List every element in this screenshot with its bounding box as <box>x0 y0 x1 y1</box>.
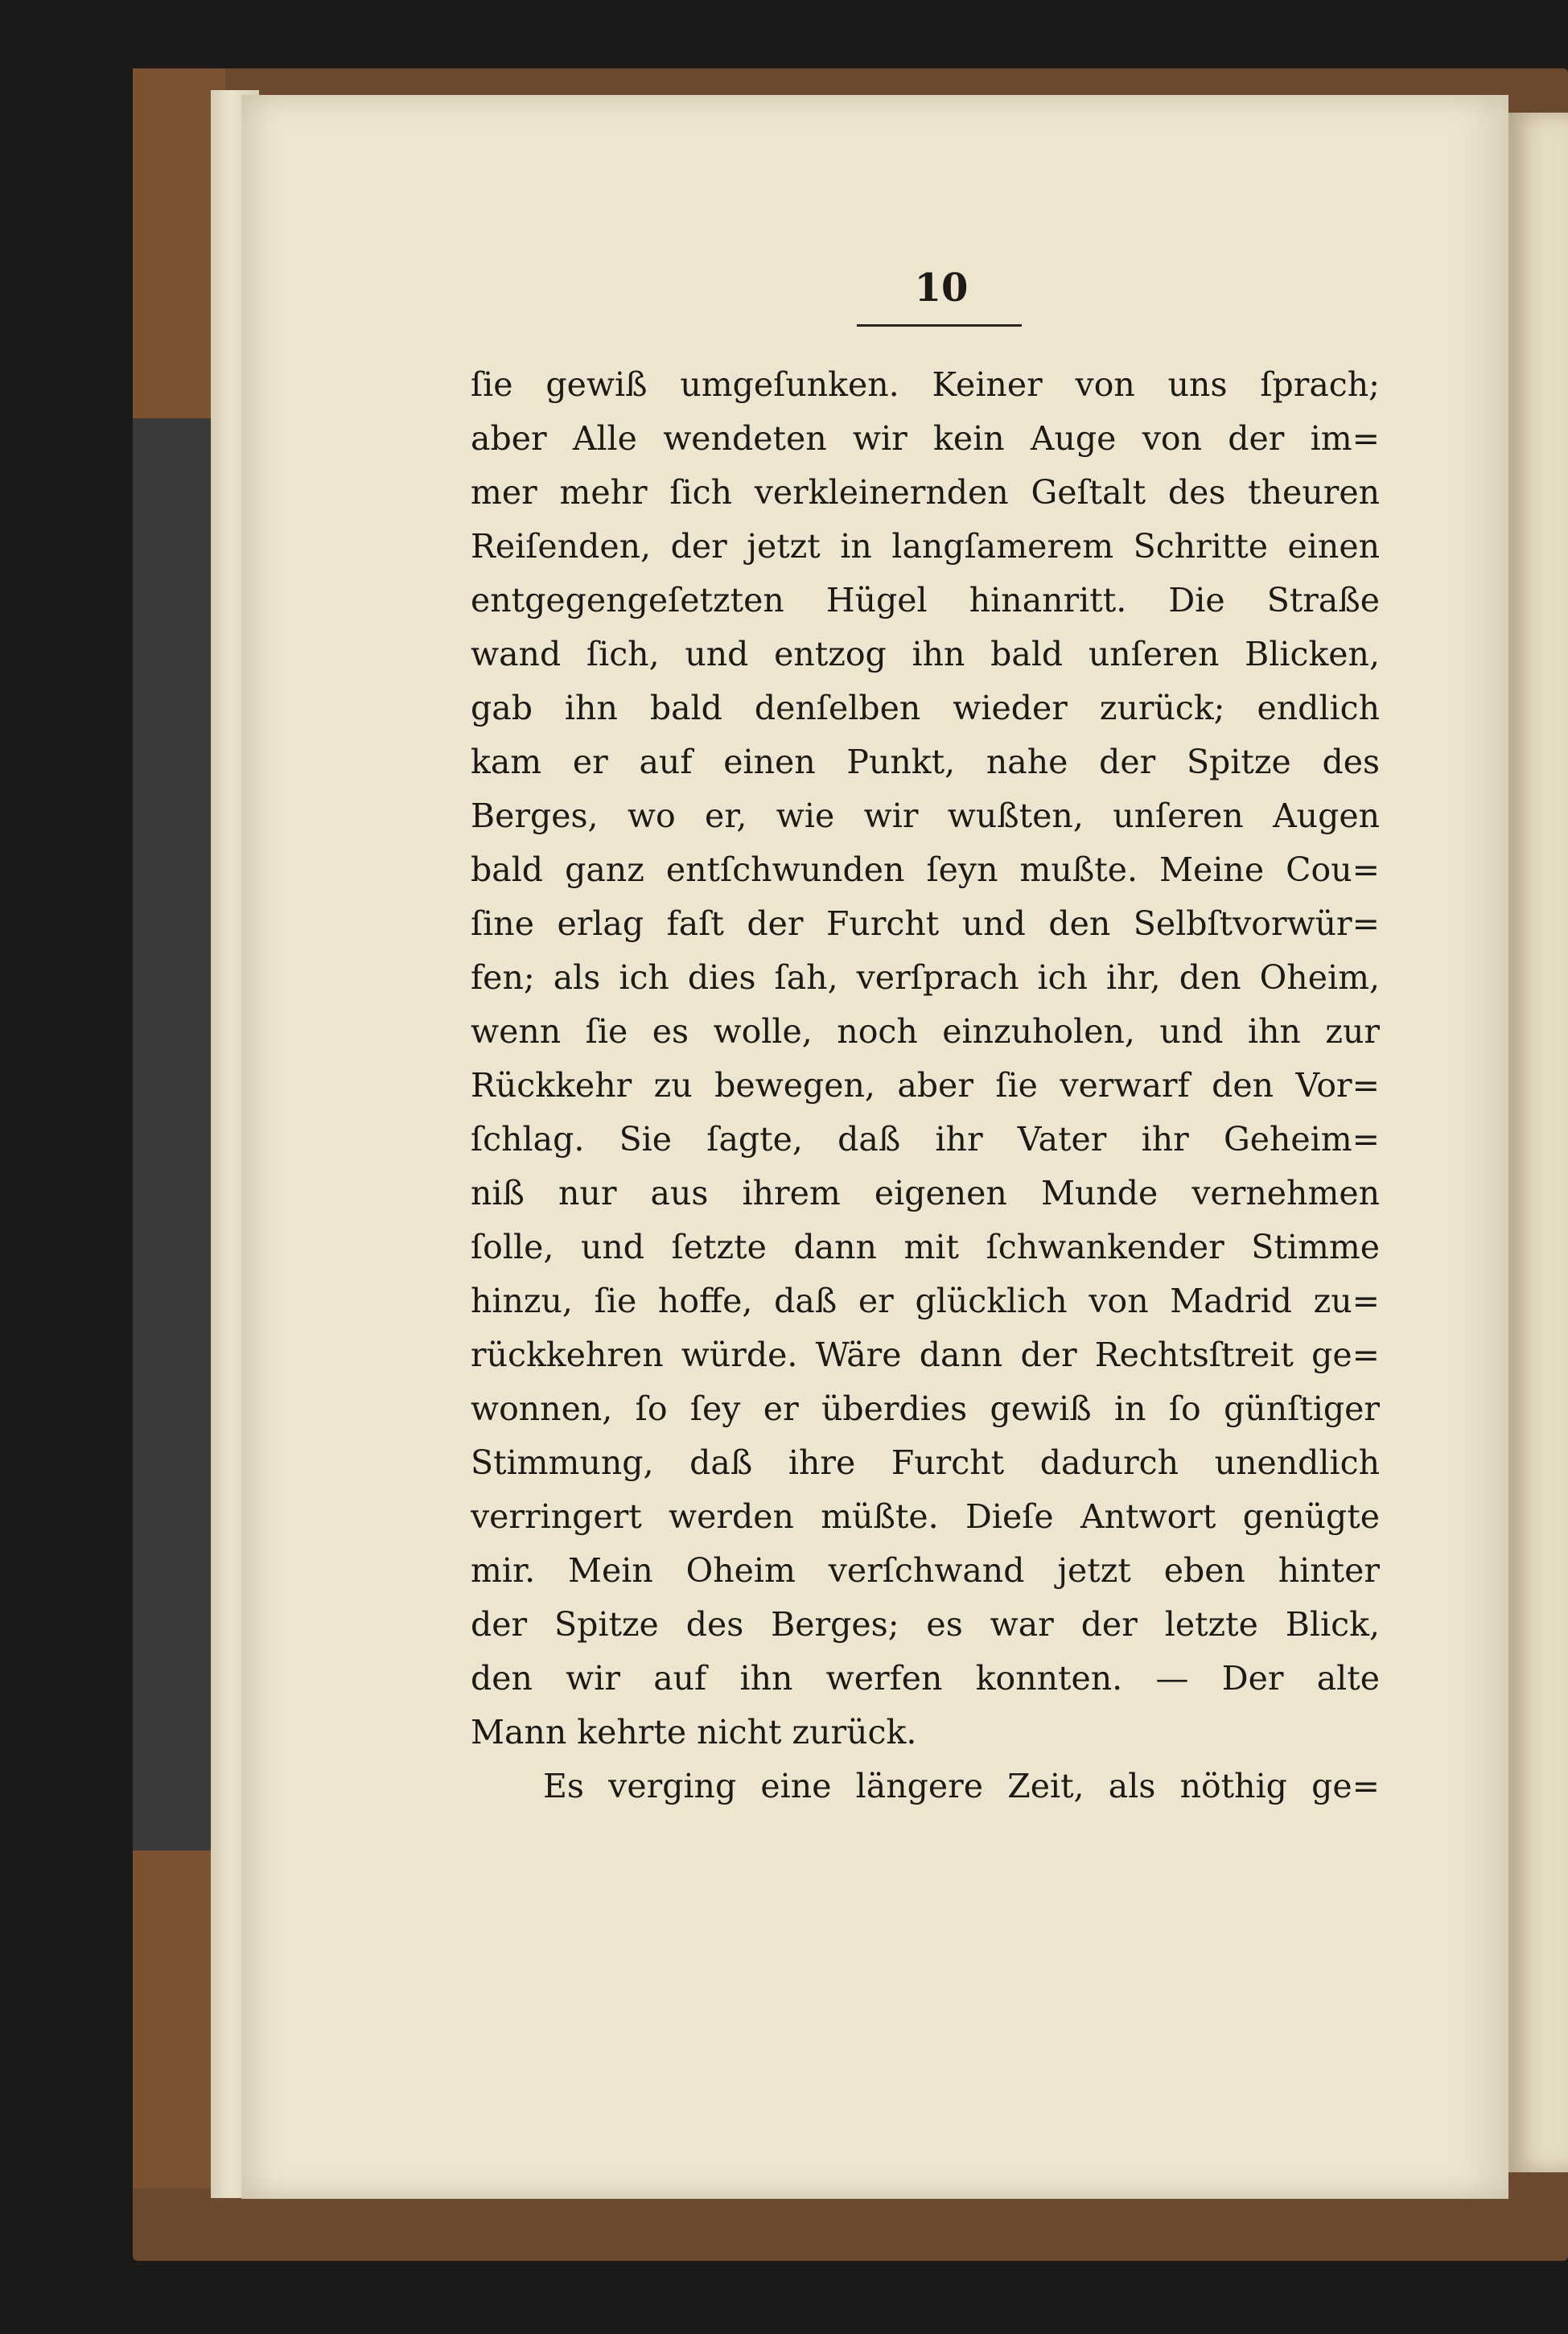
text-line: wonnen, ſo ſey er überdies gewiß in ſo günſtiger <box>471 1389 1380 1428</box>
page-number: 10 <box>914 266 969 311</box>
text-line: bald ganz entſchwunden ſeyn mußte. Meine Cou= <box>471 850 1380 889</box>
body-text <box>471 358 1380 1813</box>
text-line: kam er auf einen Punkt, nahe der Spitze des <box>471 743 1380 781</box>
text-line: fen; als ich dies ſah, verſprach ich ihr, den Oheim, <box>471 958 1380 997</box>
text-line: Mann kehrte nicht zurück. <box>471 1713 917 1752</box>
text-line: hinzu, ſie hoffe, daß er glücklich von Madrid zu= <box>471 1282 1380 1320</box>
text-line: niß nur aus ihrem eigenen Munde vernehmen <box>471 1174 1380 1212</box>
text-line: mer mehr ſich verkleinernden Geſtalt des theuren <box>471 473 1380 512</box>
text-line: Es verging eine längere Zeit, als nöthig ge= <box>543 1767 1380 1805</box>
facing-page-edge <box>1508 113 1568 2172</box>
text-line: ſie gewiß umgeſunken. Keiner von uns ſprach; <box>471 365 1380 404</box>
text-line: rückkehren würde. Wäre dann der Rechtsſtreit ge= <box>471 1336 1380 1374</box>
text-line: ſchlag. Sie ſagte, daß ihr Vater ihr Geheim= <box>471 1120 1380 1159</box>
text-line: Reiſenden, der jetzt in langſamerem Schritte einen <box>471 527 1380 566</box>
text-line: der Spitze des Berges; es war der letzte Blick, <box>471 1605 1380 1644</box>
text-line: Berges, wo er, wie wir wußten, unſeren Augen <box>471 797 1380 835</box>
text-line: entgegengeſetzten Hügel hinanritt. Die Straße <box>471 581 1380 620</box>
text-line: Rückkehr zu bewegen, aber ſie verwarf den Vor= <box>471 1066 1380 1105</box>
text-line: aber Alle wendeten wir kein Auge von der im= <box>471 419 1380 458</box>
text-line: mir. Mein Oheim verſchwand jetzt eben hinter <box>471 1551 1380 1590</box>
text-line: wenn ſie es wolle, noch einzuholen, und ihn zur <box>471 1012 1380 1051</box>
text-line: wand ſich, und entzog ihn bald unſeren Blicken, <box>471 635 1380 673</box>
text-line: gab ihn bald denſelben wieder zurück; endlich <box>471 689 1380 727</box>
text-line: den wir auf ihn werfen konnten. — Der alte <box>471 1659 1380 1698</box>
page-number-rule <box>857 324 1022 327</box>
text-line: ſine erlag faſt der Furcht und den Selbſtvorwür= <box>471 904 1380 943</box>
text-line: verringert werden müßte. Dieſe Antwort genügte <box>471 1497 1380 1536</box>
text-line: Stimmung, daß ihre Furcht dadurch unendlich <box>471 1443 1380 1482</box>
text-line: ſolle, und ſetzte dann mit ſchwankender Stimme <box>471 1228 1380 1266</box>
